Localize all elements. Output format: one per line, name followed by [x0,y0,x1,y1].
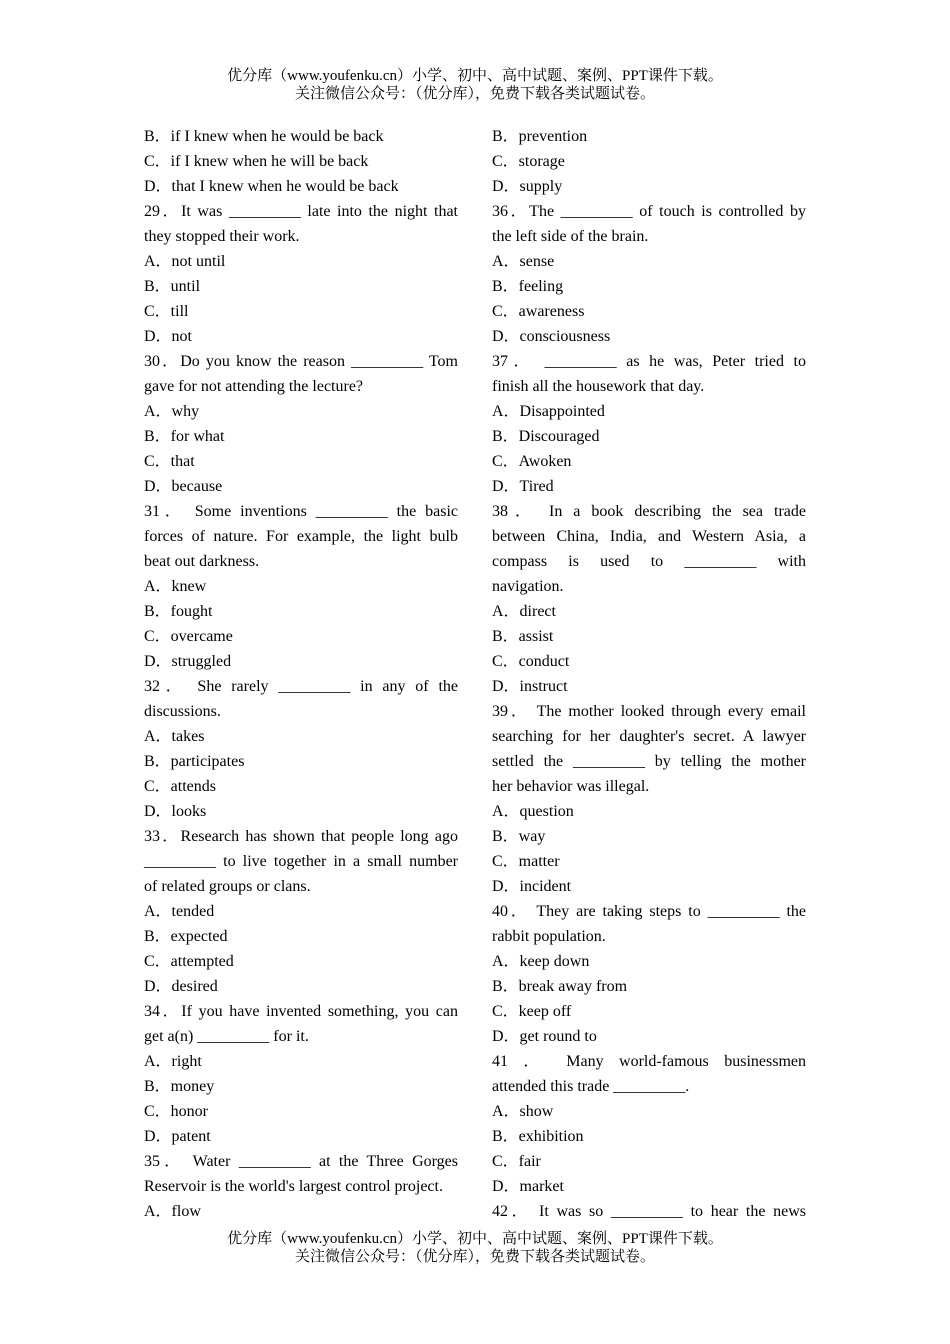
question-text-line: navigation. [492,578,564,595]
answer-option: A．keep down [492,953,590,970]
answer-option: D．Tired [492,478,554,495]
answer-option: D．looks [144,803,207,820]
page-footer [0,1230,950,1266]
answer-option: B．exhibition [492,1128,584,1145]
answer-option: C．keep off [492,1003,572,1020]
question-text-line: 35． Water _________ at the Three Gorges [144,1153,458,1170]
page-header [0,67,950,103]
question-text-line: the left side of the brain. [492,228,649,245]
question-text-line: gave for not attending the lecture? [144,378,364,395]
question-text-line: get a(n) _________ for it. [144,1028,309,1045]
question-text-line: 37． _________ as he was, Peter tried to [492,353,806,370]
answer-option: A．flow [144,1203,201,1220]
answer-option: B．for what [144,428,225,445]
question-text-line: they stopped their work. [144,228,300,245]
answer-option: B．Discouraged [492,428,600,445]
header-line-1: 优分库（www.youfenku.cn）小学、初中、高中试题、案例、PPT课件下载。 [227,68,723,84]
footer-line-1: 优分库（www.youfenku.cn）小学、初中、高中试题、案例、PPT课件下载。 [227,1231,723,1247]
answer-option: A．why [144,403,200,420]
question-text-line: beat out darkness. [144,553,260,570]
answer-option: C．awareness [492,303,585,320]
answer-option: A．takes [144,728,205,745]
answer-option: B．expected [144,928,228,945]
answer-option: A．sense [492,253,555,270]
answer-option: D．get round to [492,1028,597,1045]
question-text-line: 33．Research has shown that people long ago [144,828,458,845]
answer-option: C．if I knew when he will be back [144,153,369,170]
answer-option: C．till [144,303,189,320]
answer-option: C．storage [492,153,565,170]
answer-option: D．market [492,1178,564,1195]
question-text-line: rabbit population. [492,928,606,945]
question-text-line: 40． They are taking steps to _________ the [492,903,806,920]
answer-option: C．attends [144,778,216,795]
question-text-line: 32． She rarely _________ in any of the [144,678,458,695]
question-text-line: 42． It was so _________ to hear the news [492,1203,806,1220]
answer-option: B．break away from [492,978,628,995]
question-text-line: _________ to live together in a small number [144,853,458,870]
answer-option: B．way [492,828,546,845]
answer-option: B．prevention [492,128,588,145]
question-text-line: 39． The mother looked through every email [492,703,806,720]
answer-option: A．tended [144,903,215,920]
question-text-line: 36．The _________ of touch is controlled by [492,203,806,220]
header-line-2: 关注微信公众号：（优分库），免费下载各类试题试卷。 [294,86,655,102]
answer-option: D．because [144,478,223,495]
answer-option: B．fought [144,603,213,620]
question-text-line: 38． In a book describing the sea trade [492,503,806,520]
answer-option: B．participates [144,753,245,770]
answer-option: C．matter [492,853,560,870]
answer-option: C．fair [492,1153,541,1170]
answer-option: D．that I knew when he would be back [144,178,399,195]
answer-option: D．desired [144,978,218,995]
footer-line-2: 关注微信公众号：（优分库），免费下载各类试题试卷。 [294,1249,655,1265]
answer-option: C．overcame [144,628,233,645]
answer-option: B．feeling [492,278,564,295]
answer-option: D．supply [492,178,563,195]
answer-option: A．show [492,1103,554,1120]
answer-option: C．honor [144,1103,209,1120]
question-text-line: of related groups or clans. [144,878,311,895]
question-text-line: settled the _________ by telling the mother [492,753,806,770]
answer-option: C．Awoken [492,453,572,470]
answer-option: D．consciousness [492,328,611,345]
question-text-line: discussions. [144,703,221,720]
answer-option: B．until [144,278,201,295]
answer-option: B．money [144,1078,215,1095]
answer-option: A．question [492,803,574,820]
answer-option: A．Disappointed [492,403,605,420]
answer-option: D．incident [492,878,572,895]
question-text-line: 34．If you have invented something, you can [144,1003,458,1020]
answer-option: B．assist [492,628,554,645]
right-column [492,124,806,1224]
question-text-line: her behavior was illegal. [492,778,650,795]
question-text-line: 31． Some inventions _________ the basic [144,503,458,520]
question-text-line: compass is used to _________ with [492,553,806,570]
answer-option: B．if I knew when he would be back [144,128,384,145]
question-text-line: attended this trade _________. [492,1078,690,1095]
answer-option: A．right [144,1053,202,1070]
answer-option: A．not until [144,253,226,270]
answer-option: C．conduct [492,653,570,670]
question-text-line: 30．Do you know the reason _________ Tom [144,353,458,370]
answer-option: C．attempted [144,953,234,970]
answer-option: C．that [144,453,195,470]
question-text-line: 41 ． Many world-famous businessmen [492,1053,806,1070]
question-text-line: between China, India, and Western Asia, a [492,528,806,545]
question-text-line: Reservoir is the world's largest control project. [144,1178,443,1195]
answer-option: A．direct [492,603,556,620]
answer-option: D．struggled [144,653,232,670]
answer-option: D．not [144,328,193,345]
answer-option: D．instruct [492,678,568,695]
answer-option: A．knew [144,578,207,595]
answer-option: D．patent [144,1128,211,1145]
question-text-line: searching for her daughter's secret. A lawyer [492,728,806,745]
question-text-line: finish all the housework that day. [492,378,705,395]
question-text-line: 29．It was _________ late into the night that [144,203,458,220]
left-column [144,124,458,1224]
question-text-line: forces of nature. For example, the light bulb [144,528,458,545]
